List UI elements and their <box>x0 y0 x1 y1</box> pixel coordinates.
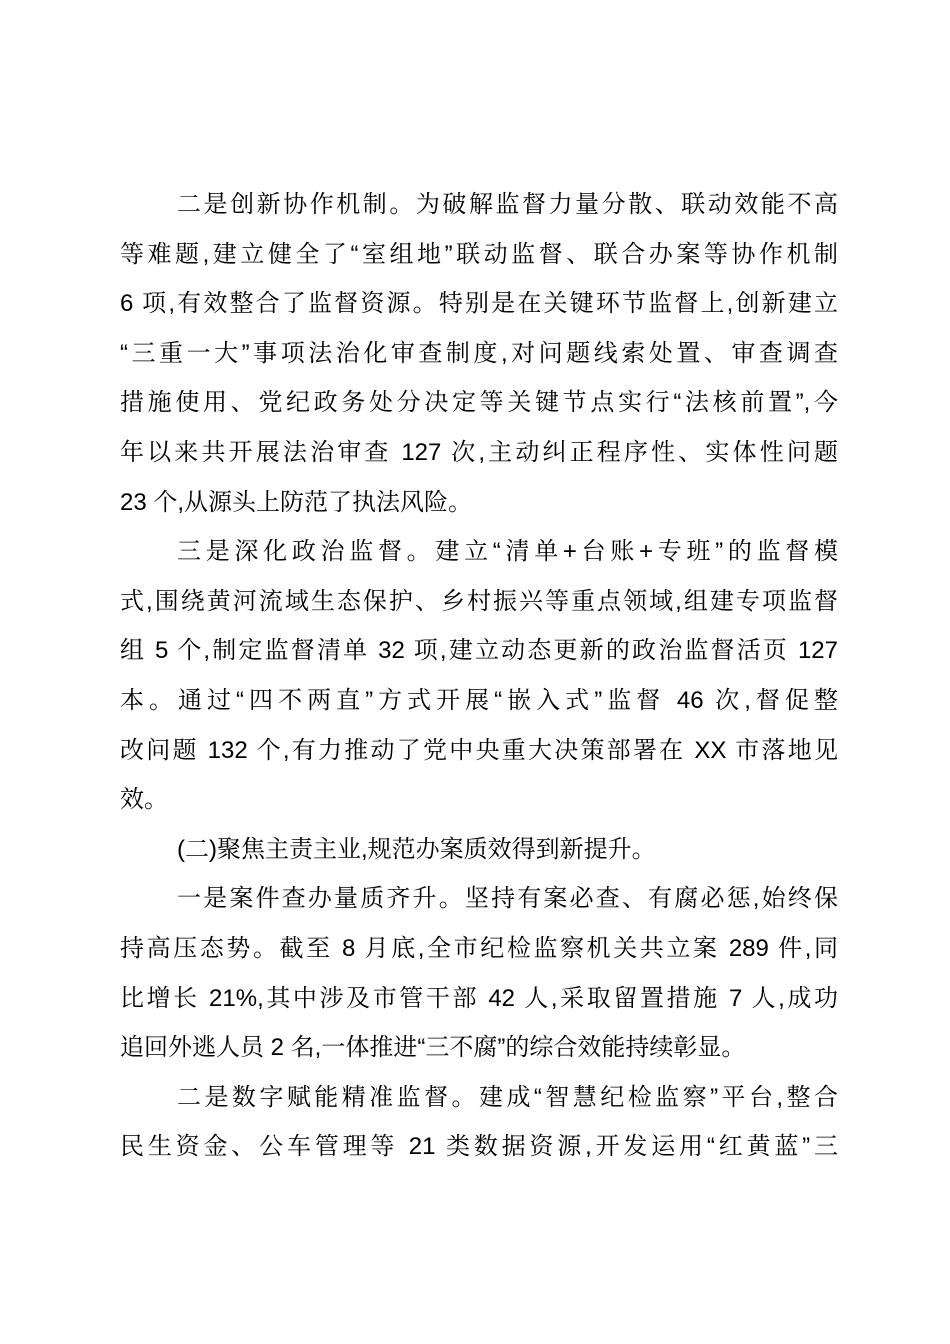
text-line: 持高压态势。截至 8 月底,全市纪检监察机关共立案 289 件,同 <box>120 934 838 962</box>
text-line: 三是深化政治监督。建立“清单+台账+专班”的监督模 <box>177 538 838 566</box>
text-line: 措施使用、党纪政务处分决定等关键节点实行“法核前置”,今 <box>120 389 838 417</box>
text-line: 民生资金、公车管理等 21 类数据资源,开发运用“红黄蓝”三 <box>120 1133 838 1161</box>
text-line: 效。 <box>120 786 168 814</box>
text-line: 一是案件查办量质齐升。坚持有案必查、有腐必惩,始终保 <box>177 885 838 913</box>
text-line: 追回外逃人员 2 名,一体推进“三不腐”的综合效能持续彰显。 <box>120 1034 746 1062</box>
text-line: 等难题,建立健全了“室组地”联动监督、联合办案等协作机制 <box>120 240 838 268</box>
text-line: 本。通过“四不两直”方式开展“嵌入式”监督 46 次,督促整 <box>120 686 838 714</box>
text-line: 式,围绕黄河流域生态保护、乡村振兴等重点领域,组建专项监督 <box>120 587 838 615</box>
text-line: 年以来共开展法治审查 127 次,主动纠正程序性、实体性问题 <box>120 438 838 466</box>
text-line: 二是数字赋能精准监督。建成“智慧纪检监察”平台,整合 <box>177 1083 838 1111</box>
text-line: (二)聚焦主责主业,规范办案质效得到新提升。 <box>177 835 656 863</box>
text-line: 6 项,有效整合了监督资源。特别是在关键环节监督上,创新建立 <box>120 290 838 318</box>
text-line: 23 个,从源头上防范了执法风险。 <box>120 488 473 516</box>
text-line: “三重一大”事项法治化审查制度,对问题线索处置、审查调查 <box>120 339 838 367</box>
text-line: 二是创新协作机制。为破解监督力量分散、联动效能不高 <box>177 191 838 218</box>
text-line: 改问题 132 个,有力推动了党中央重大决策部署在 XX 市落地见 <box>120 736 838 764</box>
text-line: 组 5 个,制定监督清单 32 项,建立动态更新的政治监督活页 127 <box>120 637 838 665</box>
document-body <box>120 180 838 1172</box>
text-line: 比增长 21%,其中涉及市管干部 42 人,采取留置措施 7 人,成功 <box>120 984 838 1012</box>
